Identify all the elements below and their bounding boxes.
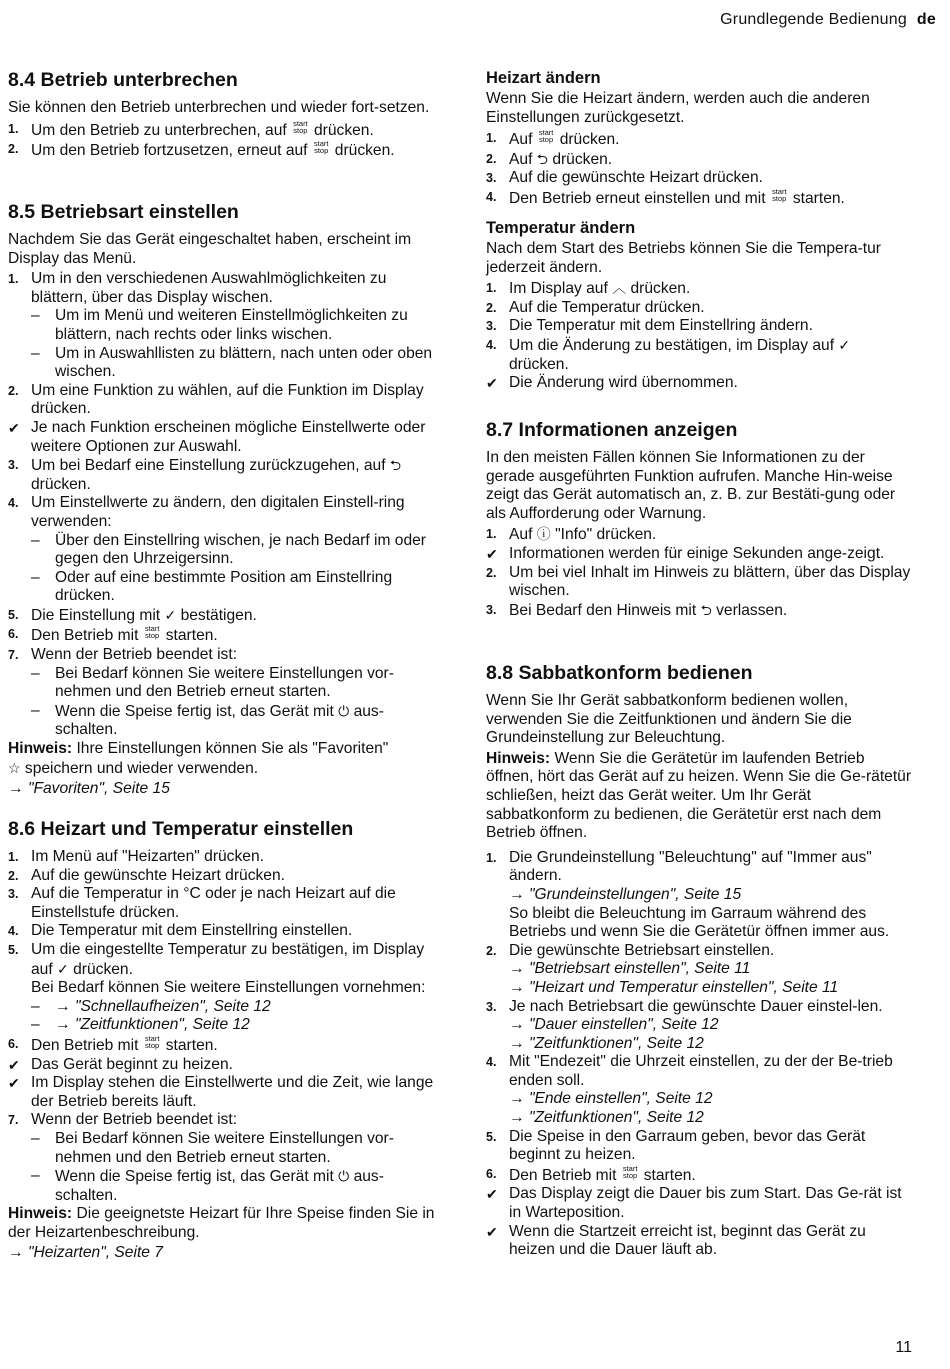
step-3: 3. Auf die gewünschte Heizart drücken.: [486, 169, 763, 187]
check-bullet-icon: ✔: [8, 1075, 20, 1092]
check-icon: ✓: [164, 606, 177, 623]
start-stop-icon: start stop: [538, 128, 554, 145]
intro: In den meisten Fällen können Sie Informationen zu der gerade ausgeführten Funktion aufrufen. Manche Hin-weise zeigt das Gerät automatisch an, z. B. zur Bestäti-gung oder als Aufforderung oder Warnung.: [486, 449, 896, 522]
heizart-aendern: [486, 69, 912, 209]
subsection-title: Heizart ändern: [486, 69, 601, 87]
step-6: 6. Den Betrieb mit start stop starten.: [8, 1033, 218, 1054]
step-3: 3. Die Temperatur mit dem Einstellring ändern.: [486, 317, 813, 335]
info-icon: ⓘ: [536, 526, 551, 543]
substep: – Um in Auswahllisten zu blättern, nach unten oder oben wischen.: [31, 344, 433, 381]
note: Hinweis: Ihre Einstellungen können Sie als "Favoriten" ☆ speichern und wieder verwenden.: [8, 740, 389, 777]
up-icon: ︿: [612, 280, 627, 297]
subsection-title: Temperatur ändern: [486, 219, 636, 237]
start-stop-icon: start stop: [144, 1033, 160, 1050]
star-icon: ☆: [8, 759, 21, 776]
start-stop-icon: start stop: [771, 186, 787, 203]
step-1: 1. Auf start stop drücken.: [486, 128, 620, 149]
substep: – Wenn die Speise fertig ist, das Gerät mit ⏻ aus-schalten.: [31, 701, 384, 739]
substep-ref: – → "Zeitfunktionen", Seite 12: [31, 1016, 250, 1034]
step-3: 3. Auf die Temperatur in °C oder je nach Heizart auf die Einstellstufe drücken.: [8, 885, 396, 921]
check-bullet-icon: ✔: [8, 419, 20, 436]
section-8-8: [486, 662, 912, 1260]
step-4: 4. Um die Änderung zu bestätigen, im Display auf ✓ drücken.: [486, 336, 851, 373]
step-2: 2. Auf die gewünschte Heizart drücken.: [8, 866, 285, 884]
cross-reference: → "Favoriten", Seite 15: [8, 780, 170, 798]
step-3: 3. Je nach Betriebsart die gewünschte Dauer einstel-len. → "Dauer einstellen", Seite 12 → "Zeitfunktionen", Seite 12: [486, 997, 883, 1052]
arrow-icon: →: [8, 780, 24, 798]
substep: – Um im Menü und weiteren Einstellmöglichkeiten zu blättern, nach rechts oder links wischen.: [31, 307, 408, 343]
result: ✔ Informationen werden für einige Sekunden ange-zeigt.: [486, 544, 885, 562]
step-1: 1. Um den Betrieb zu unterbrechen, auf start stop drücken.: [8, 118, 374, 139]
result: ✔ Die Änderung wird übernommen.: [486, 374, 738, 392]
result: ✔ Je nach Funktion erscheinen mögliche Einstellwerte oder weitere Optionen zur Auswahl.: [8, 418, 426, 455]
step-4: 4. Den Betrieb erneut einstellen und mit start stop starten.: [486, 186, 845, 207]
section-title: 8.4 Betrieb unterbrechen: [8, 69, 238, 91]
page-header: [720, 11, 936, 29]
substep: – Bei Bedarf können Sie weitere Einstellungen vor-nehmen und den Betrieb erneut starten.: [31, 1129, 394, 1166]
step-2: 2. Um den Betrieb fortzusetzen, erneut auf start stop drücken.: [8, 139, 395, 160]
start-stop-icon: start stop: [293, 118, 308, 135]
step-2: 2. Um bei viel Inhalt im Hinweis zu blättern, über das Display wischen.: [486, 563, 911, 600]
temperatur-aendern: [486, 219, 912, 393]
step-2: 2. Auf die Temperatur drücken.: [486, 298, 705, 316]
check-bullet-icon: ✔: [486, 375, 498, 392]
section-8-4: [8, 69, 440, 161]
result: ✔ Wenn die Startzeit erreicht ist, beginnt das Gerät zu heizen und die Dauer läuft ab.: [486, 1222, 866, 1259]
step-5: 5. Die Einstellung mit ✓ bestätigen.: [8, 606, 257, 624]
result: ✔ Das Gerät beginnt zu heizen.: [8, 1055, 233, 1073]
intro: Nachdem Sie das Gerät eingeschaltet haben, erscheint im Display das Menü.: [8, 231, 412, 267]
step-5: 5. Um die eingestellte Temperatur zu bestätigen, im Display auf ✓ drücken. Bei Bedarf können Sie weitere Einstellungen vornehmen:: [8, 940, 426, 997]
step-1: 1. Die Grundeinstellung "Beleuchtung" auf "Immer aus" ändern. → "Grundeinstellungen", Seite 15 So bleibt die Beleuchtung im Garraum während des Betriebs und wenn Sie die Gerätetür öffnen immer aus.: [486, 848, 890, 941]
step-1: 1. Im Display auf ︿ drücken.: [486, 280, 691, 298]
substep: – Bei Bedarf können Sie weitere Einstellungen vor-nehmen und den Betrieb erneut starten.: [31, 664, 394, 701]
step-3: 3. Um bei Bedarf eine Einstellung zurückzugehen, auf ⮌ drücken.: [8, 457, 402, 493]
power-icon: ⏻: [338, 1168, 350, 1185]
power-icon: ⏻: [338, 702, 350, 719]
cross-reference: → "Heizarten", Seite 7: [8, 1244, 163, 1262]
check-bullet-icon: ✔: [8, 1056, 20, 1073]
back-icon: ⮌: [700, 601, 712, 618]
start-stop-icon: start stop: [144, 624, 160, 641]
check-bullet-icon: ✔: [486, 1186, 498, 1203]
intro: Sie können den Betrieb unterbrechen und wieder fort-setzen.: [8, 99, 430, 116]
step-2: 2. Um eine Funktion zu wählen, auf die Funktion im Display drücken.: [8, 381, 424, 418]
step-5: 5. Die Speise in den Garraum geben, bevor das Gerät beginnt zu heizen.: [486, 1127, 866, 1164]
section-title: 8.7 Informationen anzeigen: [486, 419, 738, 441]
section-title: 8.5 Betriebsart einstellen: [8, 201, 239, 223]
intro: Nach dem Start des Betriebs können Sie die Tempera-tur jederzeit ändern.: [486, 240, 881, 276]
start-stop-icon: start stop: [622, 1163, 638, 1180]
step-7: 7. Wenn der Betrieb beendet ist:: [8, 1111, 238, 1129]
step-3: 3. Bei Bedarf den Hinweis mit ⮌ verlassen.: [486, 601, 788, 619]
intro: Wenn Sie Ihr Gerät sabbatkonform bedienen wollen, verwenden Sie die Zeitfunktionen und ändern Sie die Grundeinstellung zur Beleuchtung.: [486, 692, 852, 747]
section-title: 8.6 Heizart und Temperatur einstellen: [8, 818, 354, 840]
check-bullet-icon: ✔: [486, 545, 498, 562]
check-bullet-icon: ✔: [486, 1223, 498, 1240]
section-8-5: [8, 201, 440, 801]
substep: – Oder auf eine bestimmte Position am Einstellring drücken.: [31, 568, 393, 605]
step-7: 7. Wenn der Betrieb beendet ist:: [8, 646, 238, 664]
start-stop-icon: start stop: [313, 139, 329, 156]
step-6: 6. Den Betrieb mit start stop starten.: [8, 624, 218, 645]
section-8-7: [486, 419, 912, 620]
step-1: 1. Um in den verschiedenen Auswahlmöglichkeiten zu blättern, über das Display wischen.: [8, 270, 387, 306]
back-icon: ⮌: [389, 457, 402, 474]
step-6: 6. Den Betrieb mit start stop starten.: [486, 1163, 696, 1184]
step-4: 4. Die Temperatur mit dem Einstellring einstellen.: [8, 922, 353, 940]
substep: – Über den Einstellring wischen, je nach Bedarf im oder gegen den Uhrzeigersinn.: [31, 531, 426, 568]
result: ✔ Das Display zeigt die Dauer bis zum Start. Das Ge-rät ist in Warteposition.: [486, 1185, 902, 1222]
step-2: 2. Auf ⮌ drücken.: [486, 150, 613, 168]
back-icon: ⮌: [536, 150, 548, 167]
step-1: 1. Im Menü auf "Heizarten" drücken.: [8, 848, 264, 865]
step-2: 2. Die gewünschte Betriebsart einstellen. → "Betriebsart einstellen", Seite 11 → "Heizart und Temperatur einstellen", Seite 11: [486, 941, 839, 996]
section-8-6: [8, 818, 440, 1265]
header-section: Grundlegende Bedienung: [720, 11, 907, 28]
step-4: 4. Um Einstellwerte zu ändern, den digitalen Einstell-ring verwenden:: [8, 494, 405, 530]
note: Hinweis: Die geeignetste Heizart für Ihre Speise finden Sie in der Heizartenbeschreibung.: [8, 1205, 435, 1241]
section-title: 8.8 Sabbatkonform bedienen: [486, 662, 753, 684]
note: Hinweis: Wenn Sie die Gerätetür im laufenden Betrieb öffnen, hört das Gerät auf zu heizen. Wenn Sie die Ge-rätetür schließen, heizt das Gerät weiter. Um Ihr Gerät sabbatkonform zu bedienen, die Gerätetür erst nach dem Betrieb öffnen.: [486, 749, 912, 842]
arrow-icon: →: [8, 1244, 24, 1262]
step-4: 4. Mit "Endezeit" die Uhrzeit einstellen, zu der der Be-trieb enden soll. → "Ende einstellen", Seite 12 → "Zeitfunktionen", Seite 12: [486, 1053, 893, 1127]
check-icon: ✓: [57, 960, 69, 977]
result: ✔ Im Display stehen die Einstellwerte und die Zeit, wie lange der Betrieb bereits läuft.: [8, 1074, 434, 1110]
intro: Wenn Sie die Heizart ändern, werden auch die anderen Einstellungen zurückgesetzt.: [486, 90, 870, 126]
step-1: 1. Auf ⓘ "Info" drücken.: [486, 526, 657, 544]
substep-ref: – → "Schnellaufheizen", Seite 12: [31, 997, 271, 1015]
page-number: 11: [895, 1339, 912, 1356]
header-lang: de: [916, 11, 936, 28]
check-icon: ✓: [838, 336, 851, 353]
substep: – Wenn die Speise fertig ist, das Gerät mit ⏻ aus-schalten.: [31, 1167, 384, 1204]
